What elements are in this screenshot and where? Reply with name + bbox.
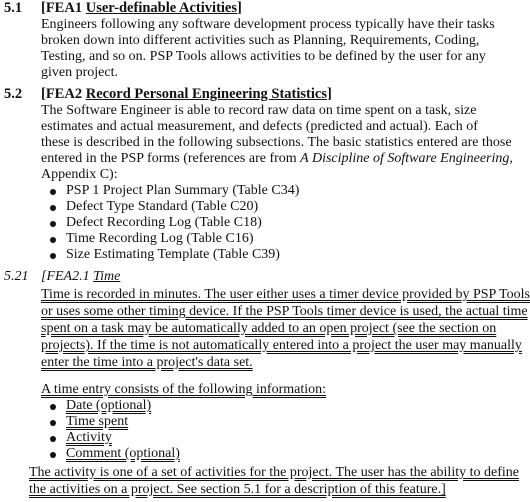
bullet-dot: [50, 436, 56, 442]
paragraph-line: Testing, and so on. PSP Tools allows activities to be defined by the user for any: [41, 49, 486, 64]
list-item: Time spent: [66, 414, 129, 429]
section-title-prefix: [FEA2: [41, 86, 86, 102]
paragraph-line: the activities on a project. See section 5.1 for a description of this feature.]: [29, 482, 446, 497]
section-title-suffix: ]: [237, 0, 242, 16]
paragraph-line: Time is recorded in minutes. The user either uses a timer device provided by PSP Tools: [41, 287, 530, 302]
section-5-1-heading: [4, 0, 242, 16]
paragraph-line: The Software Engineer is able to record raw data on time spent on a task, size: [41, 103, 477, 118]
bullet-dot: [50, 221, 56, 227]
section-title: User-definable Activities: [85, 0, 237, 16]
list-item: Activity: [66, 430, 112, 445]
section-title-prefix: [FEA1: [41, 0, 86, 16]
paragraph-line: Appendix C):: [41, 167, 118, 182]
bullet-dot: [50, 253, 56, 259]
paragraph-line: these is described in the following subsections. The basic statistics entered are those: [41, 135, 512, 150]
book-title: A Discipline of Software Engineering: [300, 151, 510, 166]
subsection-number: 5.21: [4, 269, 29, 284]
section-title: Record Personal Engineering Statistics: [85, 86, 327, 102]
subsection-heading: [4, 269, 120, 285]
reference-prefix: entered in the PSP forms (references are from: [41, 151, 301, 166]
reference-line: [41, 151, 513, 167]
list-item: Defect Recording Log (Table C18): [66, 215, 262, 230]
paragraph-line: broken down into different activities such as Planning, Requirements, Coding,: [41, 33, 480, 48]
list-item: Time Recording Log (Table C16): [66, 231, 254, 246]
list-item: Comment (optional): [66, 446, 180, 461]
bullet-dot: [50, 205, 56, 211]
list-item: Date (optional): [66, 398, 152, 413]
paragraph-line: estimates and actual measurement, and defects (predicted and actual). Each of: [41, 119, 478, 134]
paragraph-line: Engineers following any software development process typically have their tasks: [41, 17, 495, 32]
section-number: 5.2: [4, 86, 23, 102]
subsection-title: Time: [93, 269, 121, 284]
paragraph-line: The activity is one of a set of activities for the project. The user has the ability to define: [29, 465, 519, 480]
section-5-2-heading: [4, 86, 332, 102]
reference-suffix: ,: [509, 151, 513, 166]
bullet-dot: [50, 237, 56, 243]
bullet-dot: [50, 420, 56, 426]
list-item: Size Estimating Template (Table C39): [66, 247, 280, 262]
paragraph-line: or uses some other timing device. If the PSP Tools timer device is used, the actual time: [41, 304, 528, 319]
subsection-title-prefix: [FEA2.1: [41, 269, 94, 284]
intro-line: A time entry consists of the following information:: [41, 382, 327, 397]
bullet-dot: [50, 189, 56, 195]
paragraph-line: spent on a task may be automatically added to an open project (see the section on: [41, 321, 497, 336]
bullet-dot: [50, 404, 56, 410]
list-item: PSP 1 Project Plan Summary (Table C34): [66, 183, 300, 198]
section-number: 5.1: [4, 0, 23, 16]
bullet-dot: [50, 452, 56, 458]
paragraph-line: projects). If the time is not automatically entered into a project the user may manually: [41, 338, 522, 353]
list-item: Defect Type Standard (Table C20): [66, 199, 259, 214]
section-title-suffix: ]: [326, 86, 332, 102]
paragraph-line: enter the time into a project's data set.: [41, 355, 253, 370]
paragraph-line: given project.: [41, 65, 118, 80]
